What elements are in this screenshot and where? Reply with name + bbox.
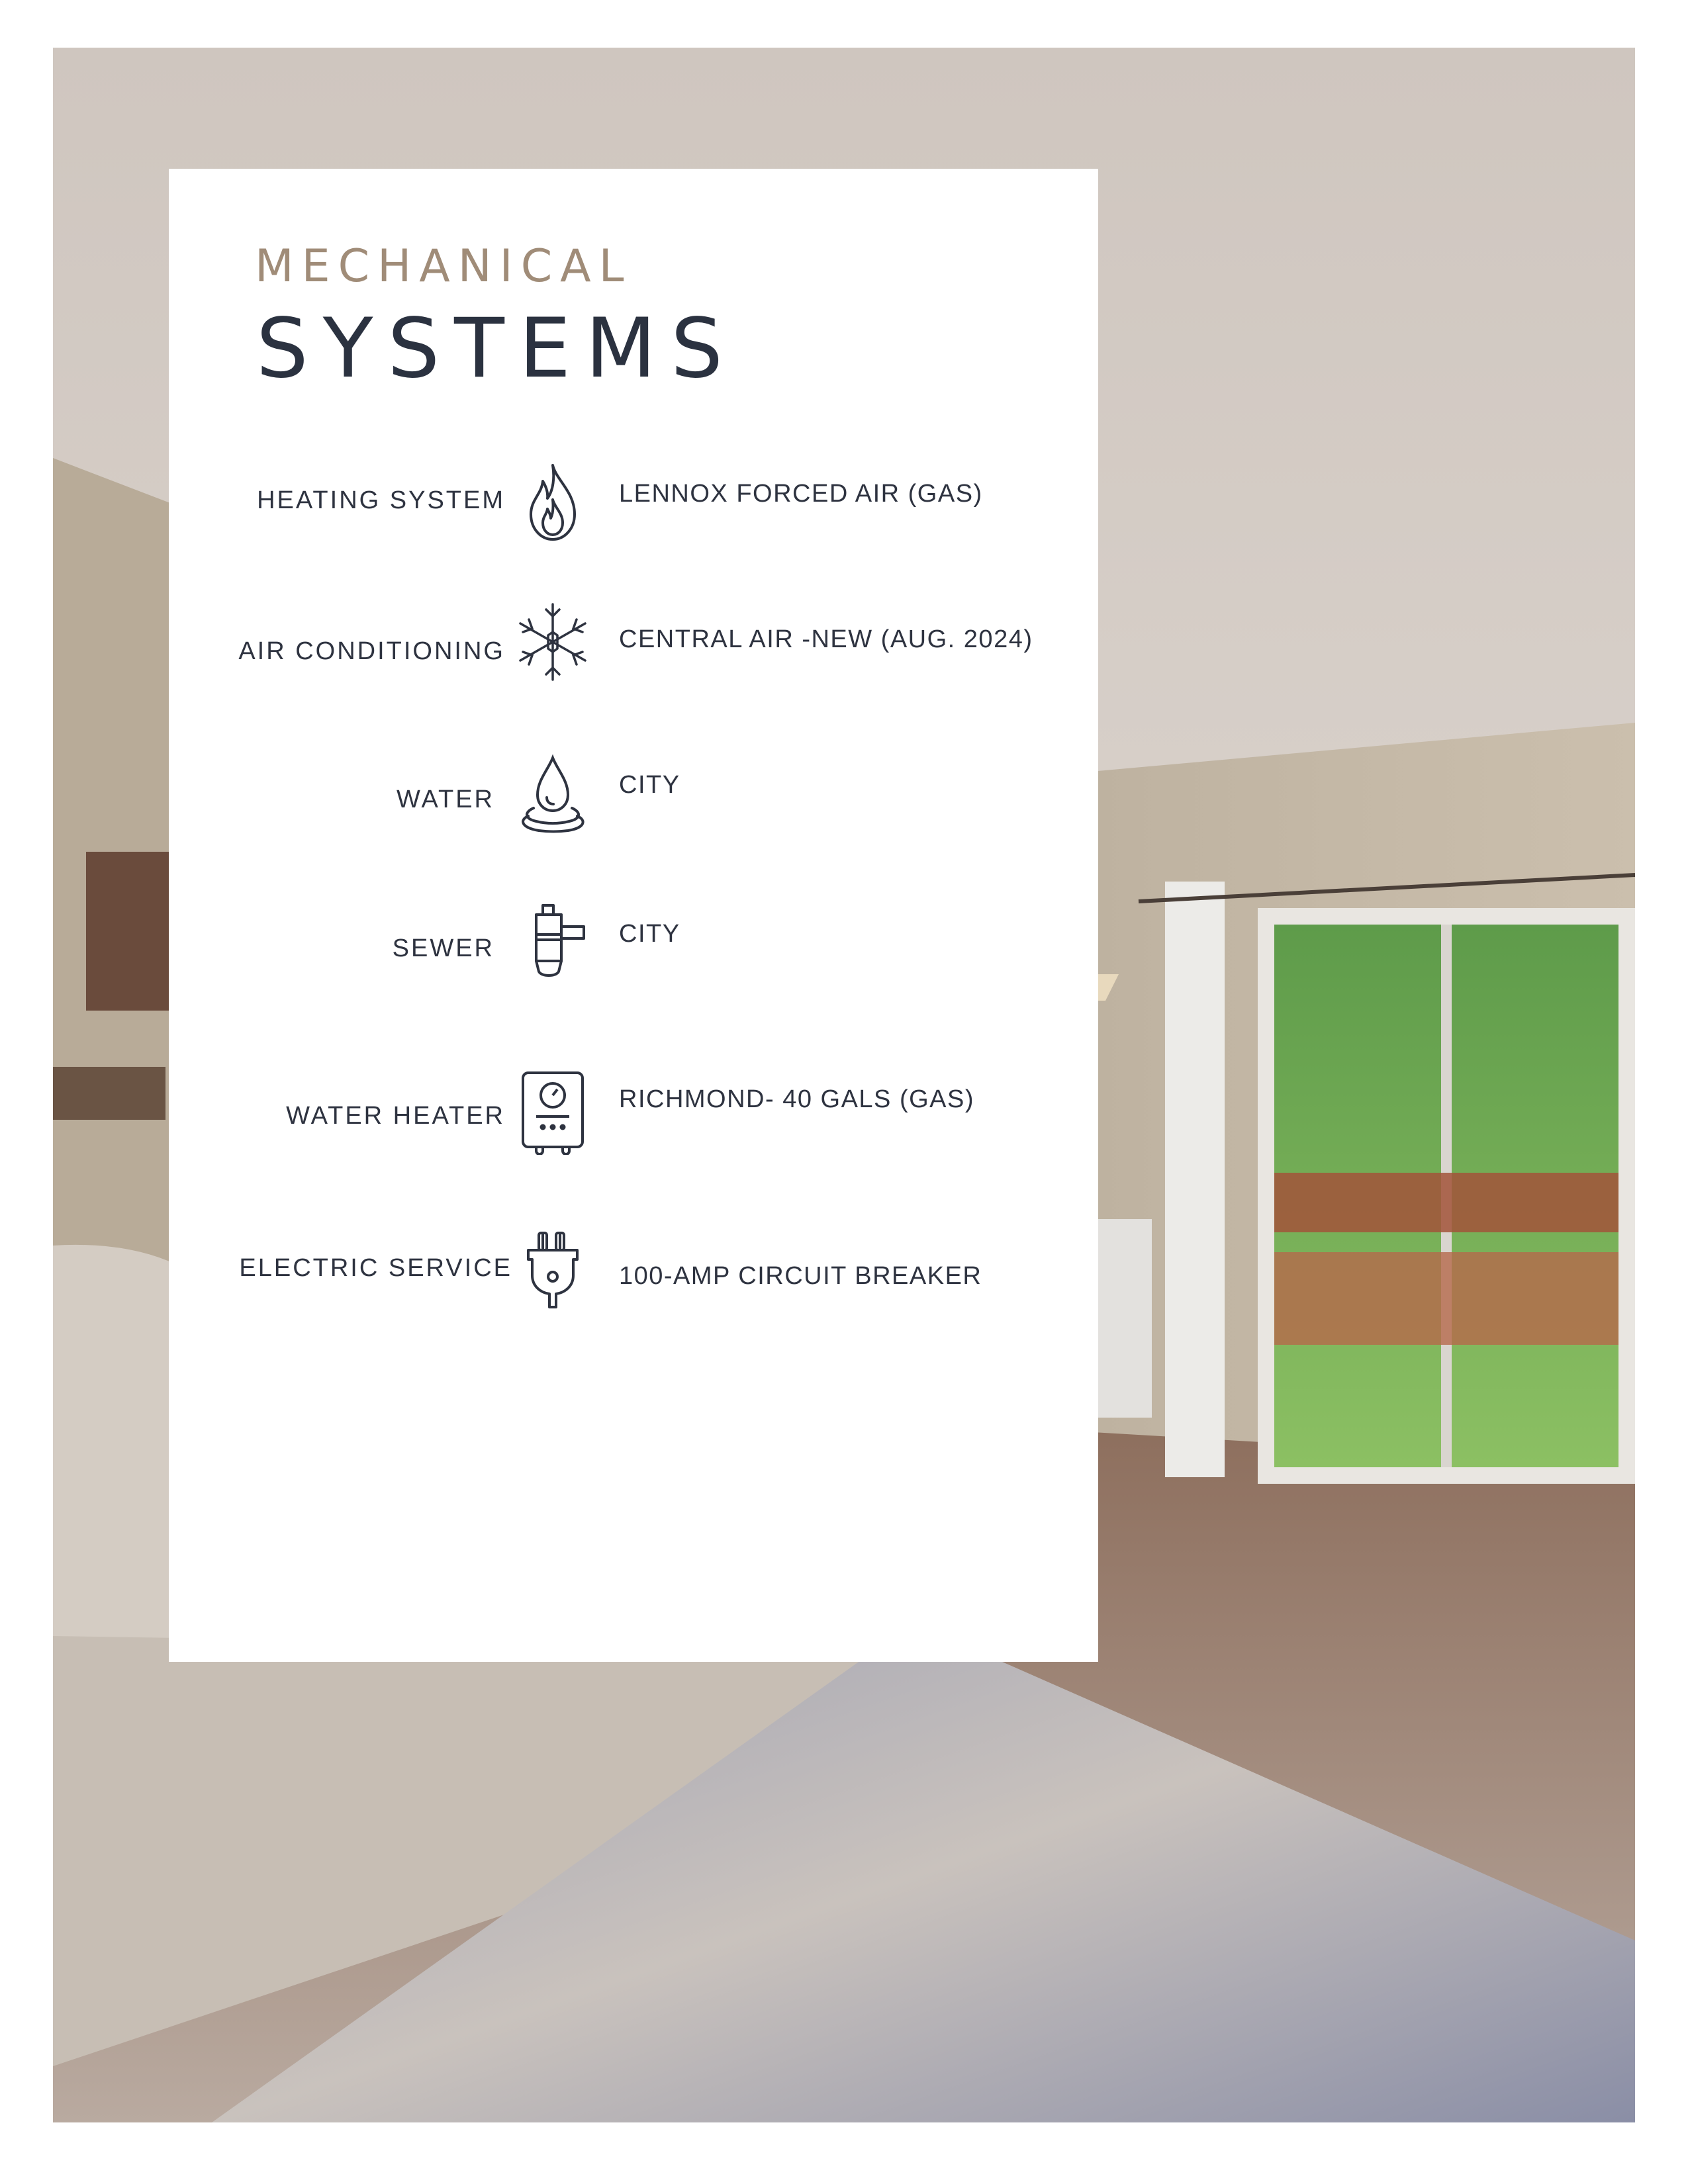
system-value: LENNOX FORCED AIR (GAS) <box>619 480 983 508</box>
system-value: 100-AMP CIRCUIT BREAKER <box>619 1262 982 1290</box>
mechanical-systems-card <box>169 169 1098 1662</box>
system-label: AIR CONDITIONING <box>238 637 505 665</box>
title-mechanical: MECHANICAL <box>255 240 632 293</box>
system-value: RICHMOND- 40 GALS (GAS) <box>619 1085 975 1113</box>
system-value: CITY <box>619 920 680 948</box>
system-row-sewer <box>169 900 1098 999</box>
system-label: WATER <box>397 786 494 813</box>
water-drop-icon <box>516 751 589 837</box>
system-value: CITY <box>619 771 680 799</box>
snowflake-icon <box>516 599 589 685</box>
system-row-water-heater <box>169 1075 1098 1175</box>
system-row-air-conditioning <box>169 606 1098 705</box>
system-row-heating <box>169 460 1098 559</box>
system-row-water <box>169 751 1098 850</box>
system-row-electric-service <box>169 1228 1098 1327</box>
title-systems: SYSTEMS <box>256 301 737 396</box>
system-value: CENTRAL AIR -NEW (AUG. 2024) <box>619 625 1033 653</box>
system-label: HEATING SYSTEM <box>257 486 505 514</box>
flame-icon <box>516 460 589 546</box>
water-heater-icon <box>516 1069 589 1155</box>
system-label: WATER HEATER <box>286 1102 505 1130</box>
system-label: ELECTRIC SERVICE <box>239 1254 512 1282</box>
electric-plug-icon <box>516 1228 589 1314</box>
pipe-icon <box>516 900 589 986</box>
system-label: SEWER <box>392 934 494 962</box>
